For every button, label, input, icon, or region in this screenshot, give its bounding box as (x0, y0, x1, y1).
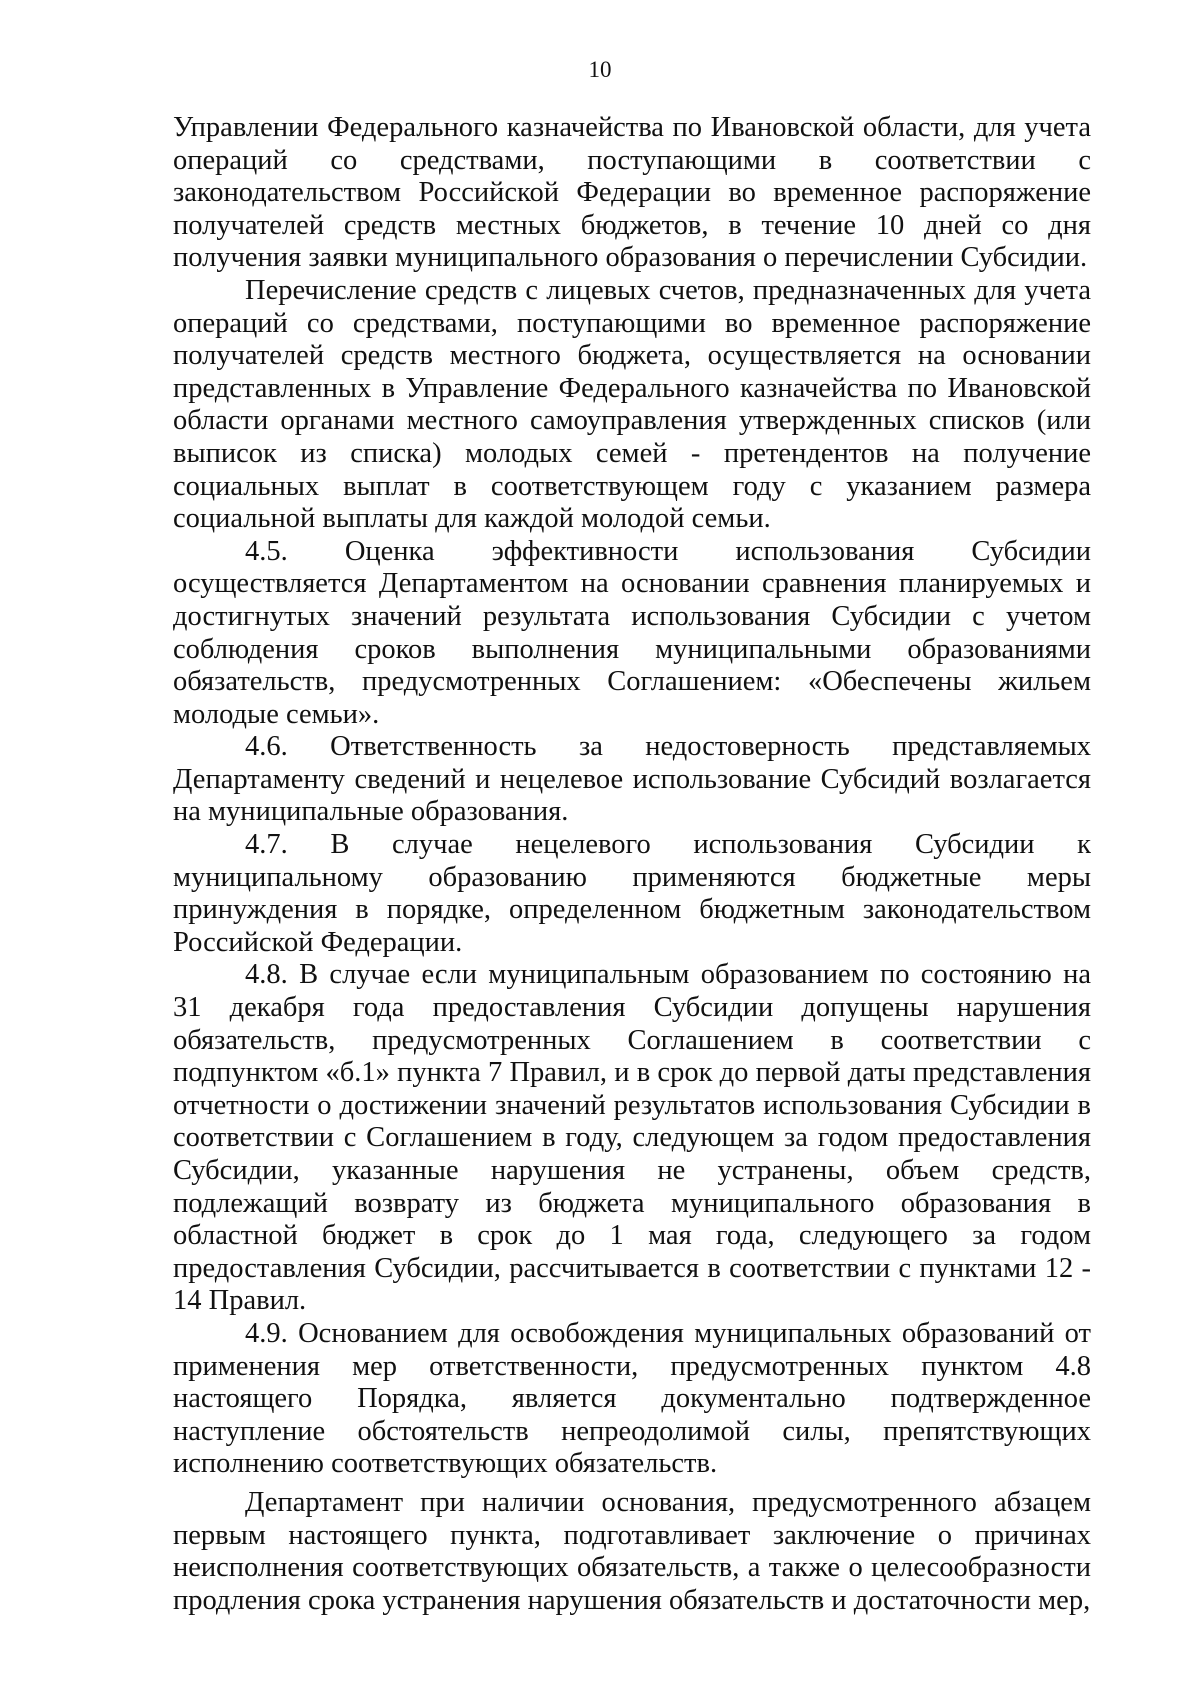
paragraph-4-7-misuse: 4.7. В случае нецелевого использования Субсидии к муниципальному образованию применяются бюджетные меры принуждения в порядке, определенном бюджетным законодательством Российской Федерации. (173, 829, 1091, 958)
paragraph-4-6-responsibility: 4.6. Ответственность за недостоверность представляемых Департаменту сведений и нецелевое использование Субсидий возлагается на муниципальные образования. (173, 731, 1091, 828)
paragraph-4-5-efficiency: 4.5. Оценка эффективности использования Субсидии осуществляется Департаментом на основании сравнения планируемых и достигнутых значений результата использования Субсидии с учетом соблюдения сроков выполнения муниципальными образованиями обязательств, предусмотренных Соглашением: «Обеспечены жильем молодые семьи». (173, 535, 1091, 730)
paragraph-funds-transfer: Перечисление средств с лицевых счетов, предназначенных для учета операций со средствами, поступающими во временное распоряжение получателей средств местного бюджета, осуществляется на основании представленных в Управление Федерального казначейства по Ивановской области органами местного самоуправления утвержденных списков (или выписок из списка) молодых семей - претендентов на получение социальных выплат в соответствующем году с указанием размера социальной выплаты для каждой молодой семьи. (173, 274, 1091, 535)
page-number: 10 (588, 57, 612, 82)
paragraph-4-8-violations: 4.8. В случае если муниципальным образованием по состоянию на 31 декабря года предоставления Субсидии допущены нарушения обязательств, предусмотренных Соглашением в соответствии с подпунктом «б.1» пункта 7 Правил, и в срок до первой даты представления отчетности о достижении значений результатов использования Субсидии в соответствии с Соглашением в году, следующем за годом предоставления Субсидии, указанные нарушения не устранены, объем средств, подлежащий возврату из бюджета муниципального образования в областной бюджет в срок до 1 мая года, следующего за годом предоставления Субсидии, рассчитывается в соответствии с пунктами 12 - 14 Правил. (173, 959, 1091, 1317)
paragraph-4-9-exemption: 4.9. Основанием для освобождения муниципальных образований от применения мер ответственности, предусмотренных пунктом 4.8 настоящего Порядка, является документально подтвержденное наступление обстоятельств непреодолимой силы, препятствующих исполнению соответствующих обязательств. (173, 1317, 1091, 1480)
paragraph-treasury-accounts: Управлении Федерального казначейства по Ивановской области, для учета операций со средствами, поступающими в соответствии с законодательством Российской Федерации во временное распоряжение получателей средств местных бюджетов, в течение 10 дней со дня получения заявки муниципального образования о перечислении Субсидии. (173, 112, 1091, 274)
paragraph-department-conclusion: Департамент при наличии основания, предусмотренного абзацем первым настоящего пункта, подготавливает заключение о причинах неисполнения соответствующих обязательств, а также о целесообразности продления срока устранения нарушения обязательств и достаточности мер, (173, 1486, 1091, 1616)
document-body (173, 112, 1091, 1617)
